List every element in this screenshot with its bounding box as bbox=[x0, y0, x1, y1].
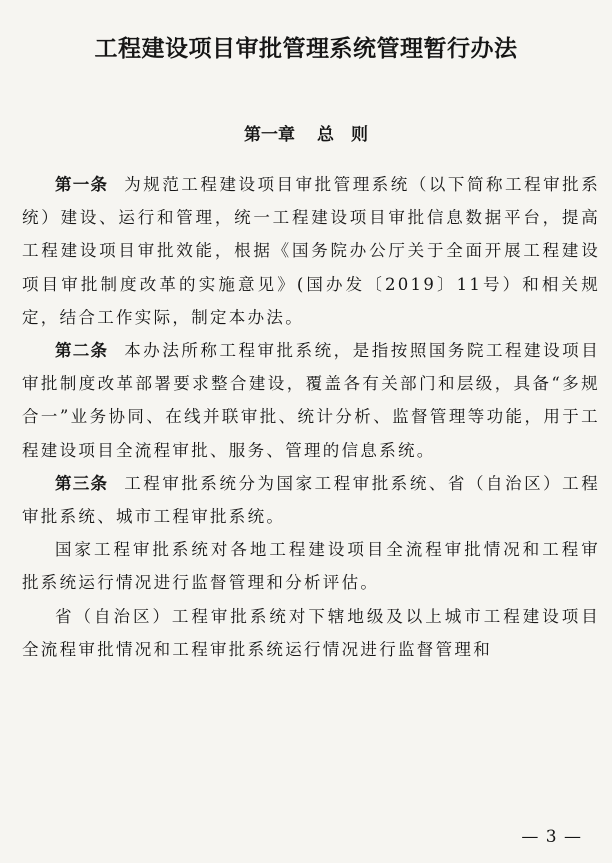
document-title: 工程建设项目审批管理系统管理暂行办法 bbox=[94, 36, 518, 62]
article-text: 本办法所称工程审批系统，是指按照国务院工程建设项目审批制度改革部署要求整合建设，覆盖各有关部门和层级，具备“多规合一”业务协同、在线并联审批、统计分析、监督管理等功能，用于工程建设项目全流程审批、服务、管理的信息系统。 bbox=[22, 341, 601, 460]
paragraph-text: 省（自治区）工程审批系统对下辖地级及以上城市工程建设项目全流程审批情况和工程审批系统运行情况进行监督管理和 bbox=[22, 606, 600, 659]
article-paragraph bbox=[22, 168, 600, 334]
chapter-name: 总 则 bbox=[317, 125, 368, 145]
article-paragraph bbox=[22, 467, 600, 533]
body-paragraph bbox=[22, 600, 600, 666]
chapter-label: 第一章 bbox=[244, 125, 295, 145]
article-text: 为规范工程建设项目审批管理系统（以下简称工程审批系统）建设、运行和管理，统一工程建设项目审批信息数据平台，提高工程建设项目审批效能，根据《国务院办公厅关于全面开展工程建设项目审批制度改革的实施意见》(国办发〔2019〕11号）和相关规定，结合工作实际，制定本办法。 bbox=[22, 175, 601, 327]
article-number: 第一条 bbox=[55, 175, 109, 194]
article-number: 第二条 bbox=[55, 341, 109, 361]
article-text: 工程审批系统分为国家工程审批系统、省（自治区）工程审批系统、城市工程审批系统。 bbox=[22, 473, 601, 527]
body-paragraph bbox=[22, 533, 600, 599]
article-number: 第三条 bbox=[55, 473, 109, 493]
paragraph-text: 国家工程审批系统对各地工程建设项目全流程审批情况和工程审批系统运行情况进行监督管理和分析评估。 bbox=[22, 540, 600, 593]
article-paragraph bbox=[22, 334, 600, 467]
document-body bbox=[22, 168, 600, 666]
chapter-heading bbox=[0, 120, 612, 145]
page-number: — 3 — bbox=[521, 827, 582, 847]
